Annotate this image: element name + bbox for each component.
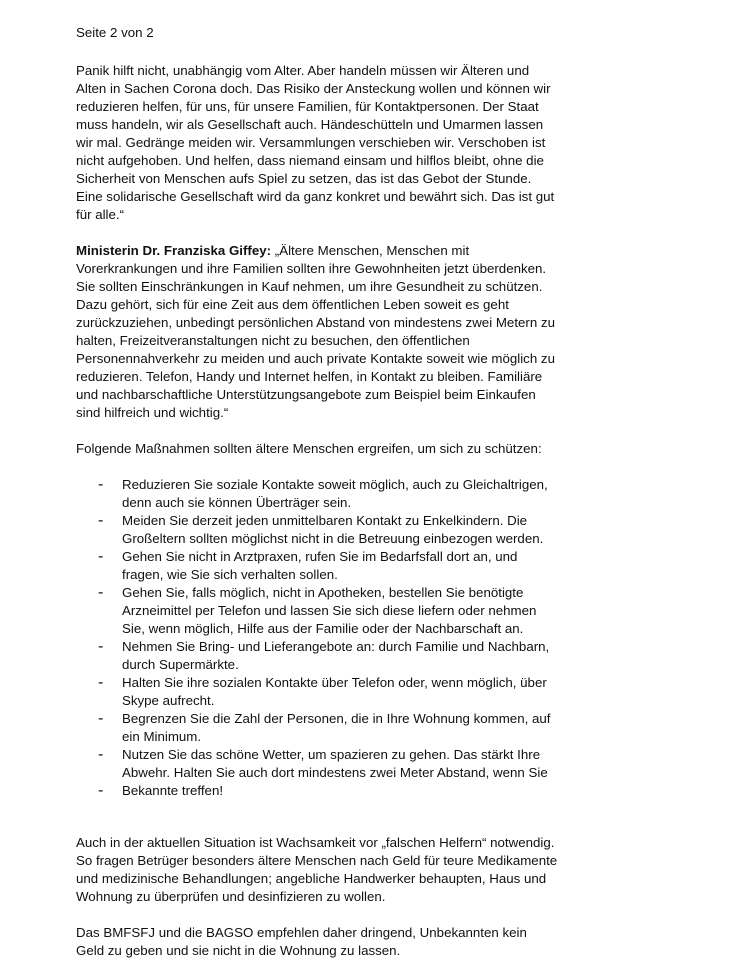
text-line: für alle.“: [76, 207, 125, 222]
text-line: Skype aufrecht.: [122, 693, 215, 708]
paragraph-panik: [76, 62, 666, 224]
text-line: So fragen Betrüger besonders ältere Menschen nach Geld für teure Medikamente: [76, 853, 558, 868]
text-line: Großeltern sollten möglichst nicht in die Betreuung einbezogen werden.: [122, 531, 544, 546]
text-line: Arzneimittel per Telefon und lassen Sie sich diese liefern oder nehmen: [122, 603, 537, 618]
list-item: [76, 746, 666, 782]
text-line: muss handeln, wir als Gesellschaft auch. Händeschütteln und Umarmen lassen: [76, 117, 544, 132]
bullet-dash: -: [98, 674, 104, 691]
bullet-dash: -: [98, 548, 104, 565]
text-line: reduzieren. Telefon, Handy und Internet helfen, in Kontakt zu bleiben. Familiäre: [76, 369, 543, 384]
text-line: halten, Freizeitveranstaltungen nicht zu besuchen, den öffentlichen: [76, 333, 470, 348]
bullet-dash: -: [98, 782, 104, 799]
text-line: Gehen Sie, falls möglich, nicht in Apotheken, bestellen Sie benötigte: [122, 585, 524, 600]
text-line: denn auch sie können Überträger sein.: [122, 495, 352, 510]
document-page: [76, 24, 666, 978]
list-item: [76, 782, 666, 800]
bullet-dash: -: [98, 476, 104, 493]
bullet-dash: -: [98, 746, 104, 763]
text-line: Auch in der aktuellen Situation ist Wachsamkeit vor „falschen Helfern“ notwendig.: [76, 835, 555, 850]
spacer: [76, 816, 666, 834]
text-line: zurückzuziehen, unbedingt persönlichen Abstand von mindestens zwei Metern zu: [76, 315, 555, 330]
text-line: Nehmen Sie Bring- und Lieferangebote an: durch Familie und Nachbarn,: [122, 639, 550, 654]
bullet-dash: -: [98, 512, 104, 529]
page-number-header: Seite 2 von 2: [76, 25, 154, 40]
text-line: Panik hilft nicht, unabhängig vom Alter. Aber handeln müssen wir Älteren und: [76, 63, 530, 78]
text-line: Das BMFSFJ und die BAGSO empfehlen daher dringend, Unbekannten kein: [76, 925, 527, 940]
text-line: nicht aufgehoben. Und helfen, dass niemand einsam und hilflos bleibt, ohne die: [76, 153, 544, 168]
text-line: Sie, wenn möglich, Hilfe aus der Familie oder der Nachbarschaft an.: [122, 621, 524, 636]
list-item: [76, 548, 666, 584]
text-line: Reduzieren Sie soziale Kontakte soweit möglich, auch zu Gleichaltrigen,: [122, 477, 548, 492]
text-line: Geld zu geben und sie nicht in die Wohnung zu lassen.: [76, 943, 401, 958]
text-line: sind hilfreich und wichtig.“: [76, 405, 229, 420]
text-line: und medizinische Behandlungen; angebliche Handwerker behaupten, Haus und: [76, 871, 547, 886]
text-line: Halten Sie ihre sozialen Kontakte über Telefon oder, wenn möglich, über: [122, 675, 547, 690]
text-line: Eine solidarische Gesellschaft wird da ganz konkret und bewährt sich. Das ist gut: [76, 189, 555, 204]
text-line: Nutzen Sie das schöne Wetter, um spazieren zu gehen. Das stärkt Ihre: [122, 747, 541, 762]
text-line: Meiden Sie derzeit jeden unmittelbaren Kontakt zu Enkelkindern. Die: [122, 513, 528, 528]
text-line: und nachbarschaftliche Unterstützungsangebote zum Beispiel beim Einkaufen: [76, 387, 536, 402]
text-line: Dazu gehört, sich für eine Zeit aus dem öffentlichen Leben soweit es geht: [76, 297, 509, 312]
list-item: [76, 674, 666, 710]
text-line: reduzieren helfen, für uns, für unsere Familien, für Kontaktpersonen. Der Staat: [76, 99, 539, 114]
text-line: Sicherheit von Menschen aufs Spiel zu setzen, das ist das Gebot der Stunde.: [76, 171, 532, 186]
text-line: Alten in Sachen Corona doch. Das Risiko der Ansteckung wollen und können wir: [76, 81, 551, 96]
list-item: [76, 710, 666, 746]
text-line: Wohnung zu überprüfen und desinfizieren zu wollen.: [76, 889, 386, 904]
bullet-dash: -: [98, 638, 104, 655]
paragraph-recommendation: [76, 924, 666, 960]
text-line: Abwehr. Halten Sie auch dort mindestens zwei Meter Abstand, wenn Sie: [122, 765, 548, 780]
bullet-dash: -: [98, 710, 104, 727]
list-item: [76, 512, 666, 548]
text-line: Sie sollten Einschränkungen in Kauf nehmen, um ihre Gesundheit zu schützen.: [76, 279, 543, 294]
text-line: Vorerkrankungen und ihre Familien sollten ihre Gewohnheiten jetzt überdenken.: [76, 261, 547, 276]
text-line: [76, 242, 666, 260]
text-line: Bekannte treffen!: [122, 783, 224, 798]
bullet-dash: -: [98, 584, 104, 601]
text-line: Personennahverkehr zu meiden und auch private Kontakte soweit wie möglich zu: [76, 351, 555, 366]
list-item: [76, 476, 666, 512]
text-line: ein Minimum.: [122, 729, 202, 744]
text-line: Gehen Sie nicht in Arztpraxen, rufen Sie im Bedarfsfall dort an, und: [122, 549, 518, 564]
quote-start: „Ältere Menschen, Menschen mit: [271, 243, 470, 258]
text-line: Begrenzen Sie die Zahl der Personen, die in Ihre Wohnung kommen, auf: [122, 711, 551, 726]
measures-intro: Folgende Maßnahmen sollten ältere Menschen ergreifen, um sich zu schützen:: [76, 441, 542, 456]
measures-list: [76, 476, 666, 800]
text-line: durch Supermärkte.: [122, 657, 239, 672]
text-line: wir mal. Gedränge meiden wir. Versammlungen verschieben wir. Verschoben ist: [76, 135, 546, 150]
text-line: fragen, wie Sie sich verhalten sollen.: [122, 567, 338, 582]
list-item: [76, 584, 666, 638]
list-item: [76, 638, 666, 674]
speaker-name: Ministerin Dr. Franziska Giffey:: [76, 243, 272, 258]
paragraph-giffey-quote: [76, 242, 666, 422]
paragraph-false-helpers: [76, 834, 666, 906]
